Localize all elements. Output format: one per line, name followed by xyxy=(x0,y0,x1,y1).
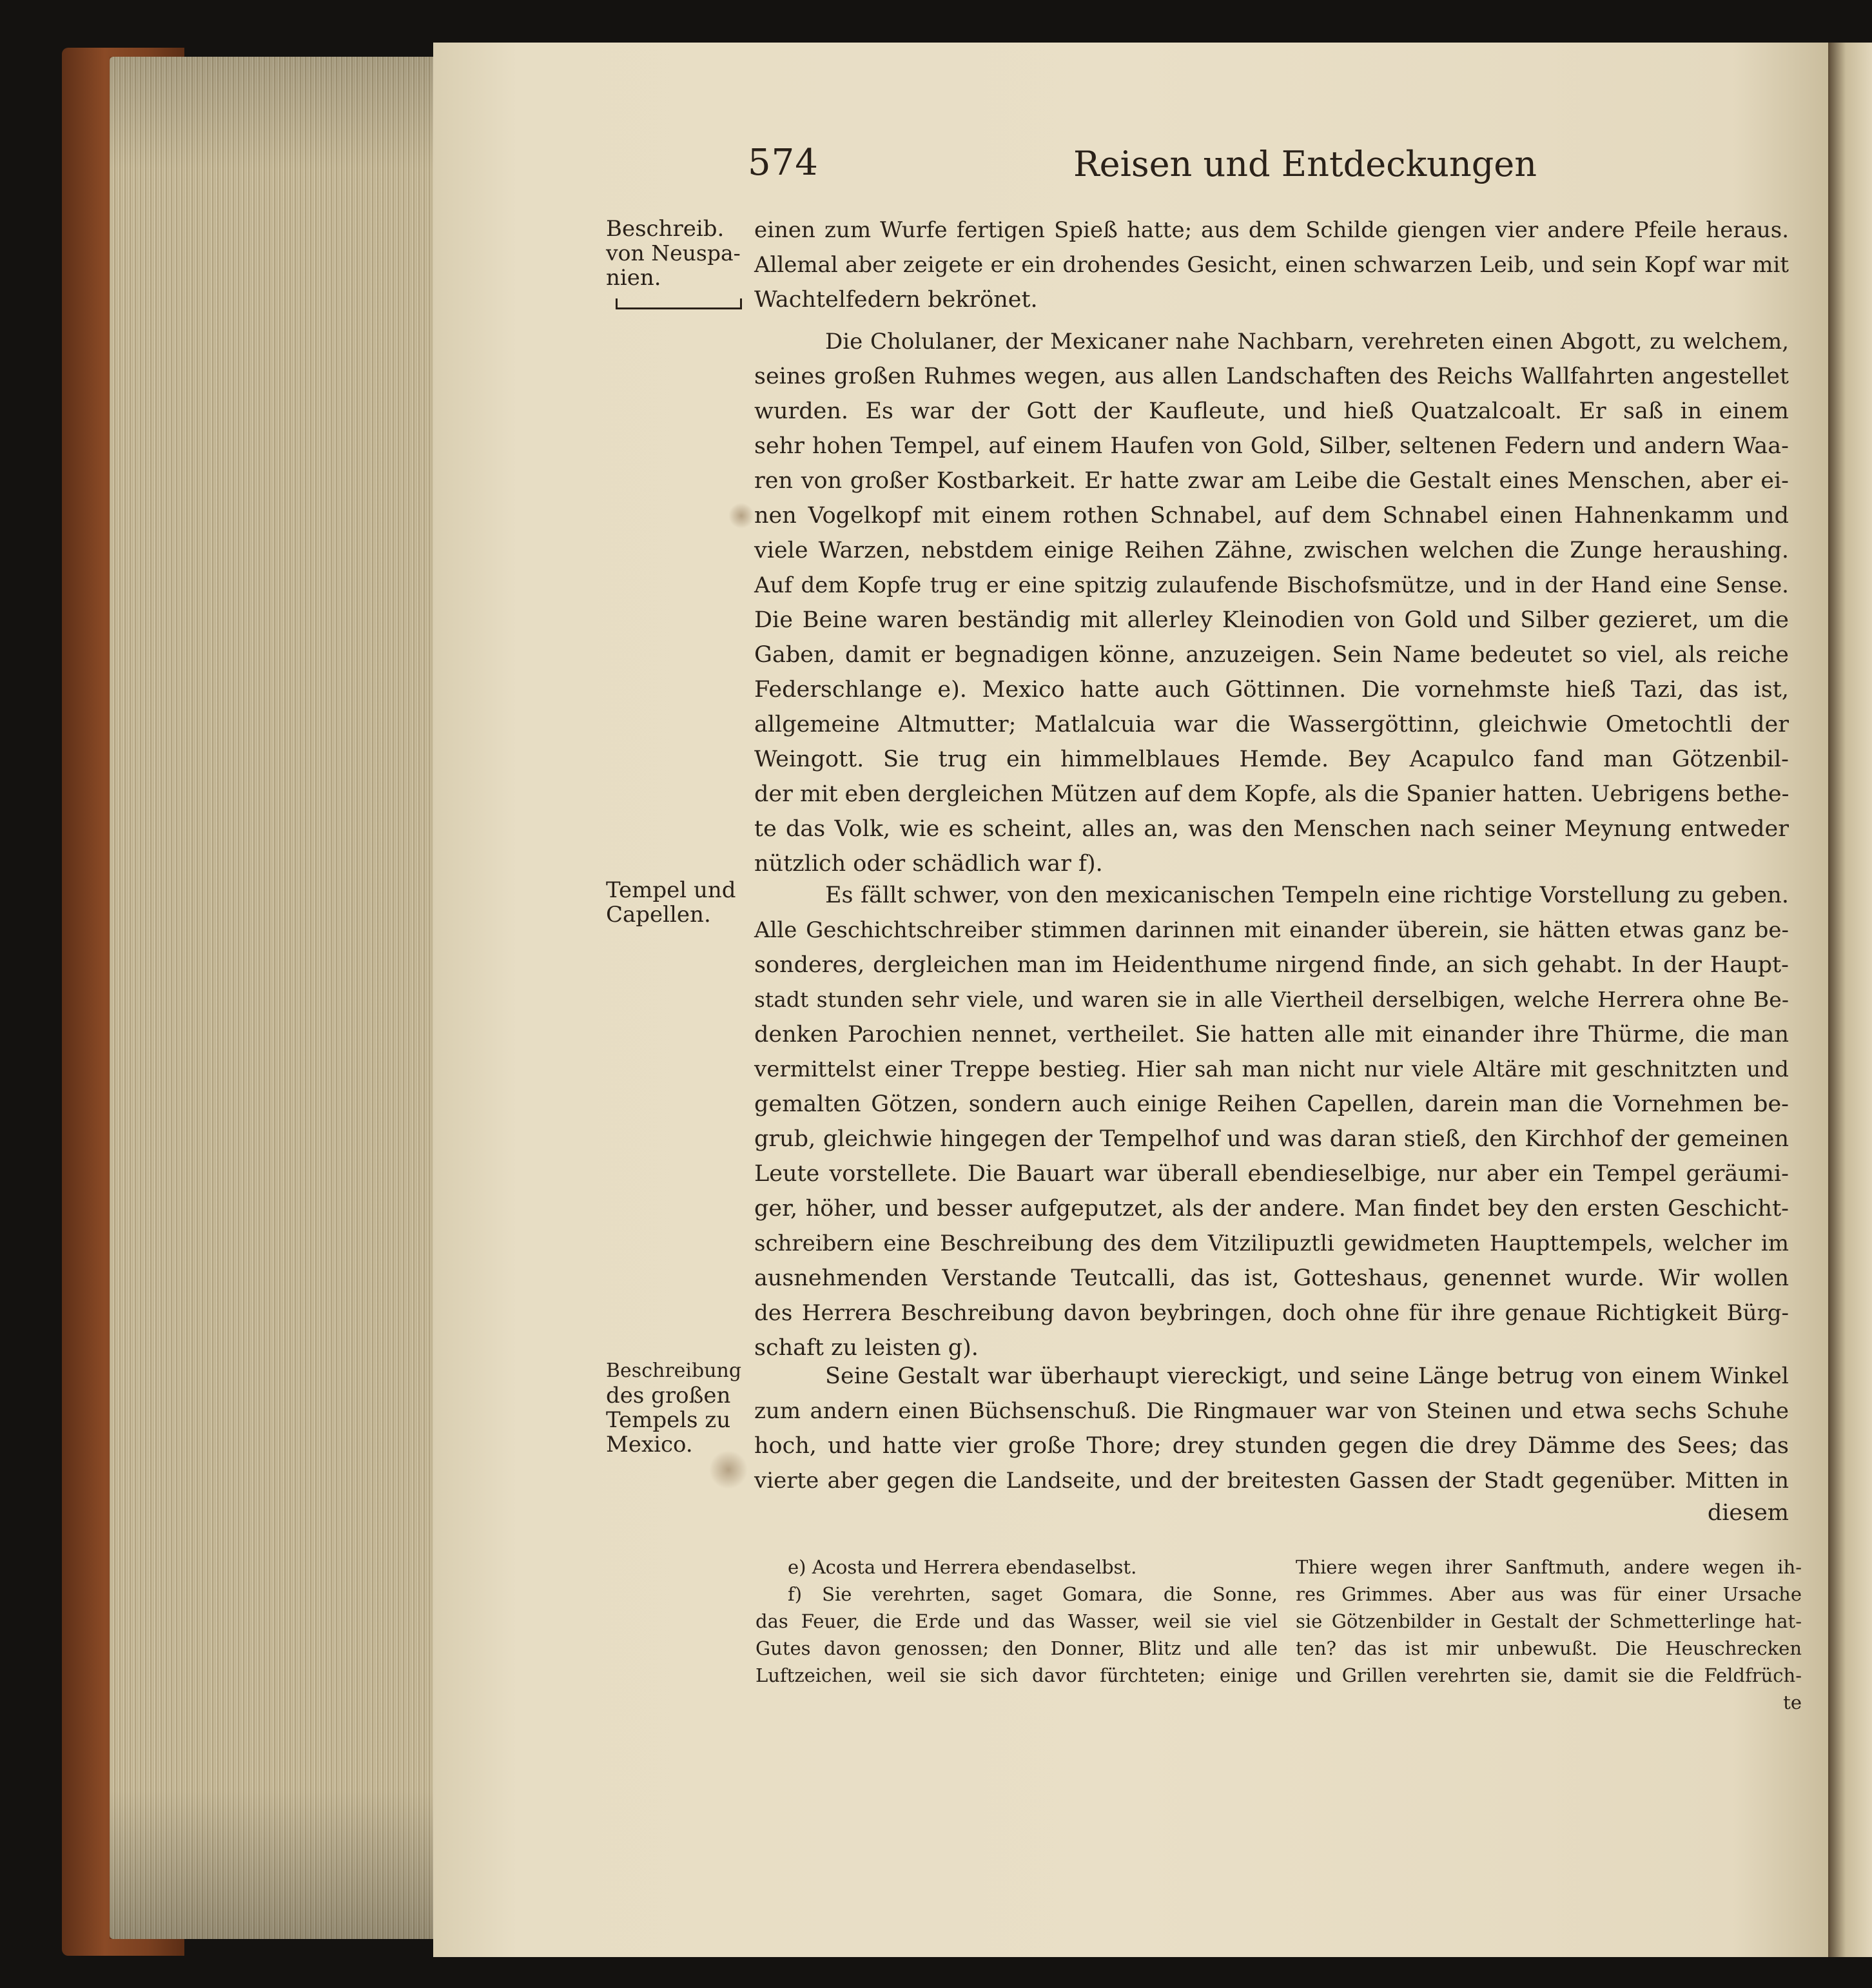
text-line: Gaben, damit er begnadigen könne, anzuzeigen. Sein Name bedeutet so viel, als reiche xyxy=(754,642,1789,668)
marginal-line: von Neuspa- xyxy=(606,240,741,266)
text-line: Auf dem Kopfe trug er eine spitzig zulaufende Bischofsmütze, und in der Hand eine Sense. xyxy=(754,572,1789,598)
text-line: schaft zu leisten g). xyxy=(754,1335,979,1361)
text-line: Es fällt schwer, von den mexicanischen Tempeln eine richtige Vorstellung zu geben. xyxy=(825,882,1789,908)
text-line: Federschlange e). Mexico hatte auch Göttinnen. Die vornehmste hieß Tazi, das ist, xyxy=(754,677,1789,703)
text-line: wurden. Es war der Gott der Kaufleute, und hieß Quatzalcoalt. Er saß in einem xyxy=(754,398,1789,424)
text-line: vierte aber gegen die Landseite, und der breitesten Gassen der Stadt gegenüber. Mitten in xyxy=(754,1468,1789,1494)
text-line: Die Beine waren beständig mit allerley Kleinodien von Gold und Silber gezieret, um die xyxy=(754,607,1789,633)
marginal-note xyxy=(606,878,741,927)
text-line: des Herrera Beschreibung davon beybringen, doch ohne für ihre genaue Richtigkeit Bürg- xyxy=(754,1300,1789,1326)
text-line: schreibern eine Beschreibung des dem Vitzilipuztli gewidmeten Haupttempels, welcher im xyxy=(754,1231,1789,1256)
text-line: der mit eben dergleichen Mützen auf dem Kopfe, als die Spanier hatten. Uebrigens bethe- xyxy=(754,781,1789,807)
footnote-catchword: te xyxy=(1783,1691,1802,1713)
text-line: Weingott. Sie trug ein himmelblaues Hemde. Bey Acapulco fand man Götzenbil- xyxy=(754,746,1789,772)
text-line: ger, höher, und besser aufgeputzet, als der andere. Man findet bey den ersten Geschicht- xyxy=(754,1196,1789,1222)
text-line: grub, gleichwie hingegen der Tempelhof und was daran stieß, den Kirchhof der gemeinen xyxy=(754,1126,1789,1152)
marginal-line: Beschreibung xyxy=(606,1359,742,1382)
marginal-line: nien. xyxy=(606,265,661,291)
text-line: Alle Geschichtschreiber stimmen darinnen mit einander überein, sie hätten etwas ganz be- xyxy=(754,917,1789,943)
text-line: stadt stunden sehr viele, und waren sie in alle Viertheil derselbigen, welche Herrera ohne Be- xyxy=(754,987,1789,1012)
text-line: nen Vogelkopf mit einem rothen Schnabel, auf dem Schnabel einen Hahnenkamm und xyxy=(754,503,1789,529)
marginal-note xyxy=(606,217,741,290)
text-line: Die Cholulaner, der Mexicaner nahe Nachbarn, verehreten einen Abgott, zu welchem, xyxy=(825,329,1789,355)
catchword: diesem xyxy=(1707,1500,1789,1526)
footnote-line: sie Götzenbilder in Gestalt der Schmetterlinge hat- xyxy=(1296,1610,1802,1632)
footnote-line: Luftzeichen, weil sie sich davor fürchteten; einige xyxy=(756,1664,1278,1686)
marginal-bracket xyxy=(616,298,742,309)
footnote-line: f) Sie verehrten, saget Gomara, die Sonne, xyxy=(788,1583,1278,1605)
text-line: einen zum Wurfe fertigen Spieß hatte; aus dem Schilde giengen vier andere Pfeile heraus. xyxy=(754,217,1789,243)
text-line: Allemal aber zeigete er ein drohendes Gesicht, einen schwarzen Leib, und sein Kopf war mit xyxy=(754,252,1789,278)
text-line: Wachtelfedern bekrönet. xyxy=(754,287,1038,313)
text-line: Seine Gestalt war überhaupt viereckigt, und seine Länge betrug von einem Winkel xyxy=(825,1363,1789,1389)
marginal-line: des großen xyxy=(606,1383,731,1408)
text-line: zum andern einen Büchsenschuß. Die Ringmauer war von Steinen und etwa sechs Schuhe xyxy=(754,1398,1789,1424)
text-line: hoch, und hatte vier große Thore; drey stunden gegen die drey Dämme des Sees; das xyxy=(754,1433,1789,1459)
marginal-line: Tempel und xyxy=(606,877,736,903)
running-head: Reisen und Entdeckungen xyxy=(1073,144,1537,184)
text-line: denken Parochien nennet, vertheilet. Sie hatten alle mit einander ihre Thürme, die man xyxy=(754,1022,1789,1048)
text-line: vermittelst einer Treppe bestieg. Hier sah man nicht nur viele Altäre mit geschnitzten und xyxy=(754,1057,1789,1082)
marginal-note xyxy=(606,1359,741,1457)
marginal-line: Tempels zu xyxy=(606,1407,731,1433)
footnote-line: e) Acosta und Herrera ebendaselbst. xyxy=(788,1556,1137,1578)
text-line: te das Volk, wie es scheint, alles an, was den Menschen nach seiner Meynung entweder xyxy=(754,816,1789,842)
footnote-line: ten? das ist mir unbewußt. Die Heuschrecken xyxy=(1296,1637,1802,1659)
text-line: Leute vorstellete. Die Bauart war überall ebendieselbige, nur aber ein Tempel geräumi- xyxy=(754,1161,1789,1187)
footnote-line: Thiere wegen ihrer Sanftmuth, andere wegen ih- xyxy=(1296,1556,1802,1578)
text-line: allgemeine Altmutter; Matlalcuia war die Wassergöttinn, gleichwie Ometochtli der xyxy=(754,712,1789,737)
text-line: sehr hohen Tempel, auf einem Haufen von Gold, Silber, seltenen Federn und andern Waa- xyxy=(754,433,1789,459)
text-line: sonderes, dergleichen man im Heidenthume nirgend finde, an sich gehabt. In der Haupt- xyxy=(754,952,1789,978)
footnote-line: res Grimmes. Aber aus was für einer Ursache xyxy=(1296,1583,1802,1605)
marginal-line: Beschreib. xyxy=(606,216,725,242)
text-line: ren von großer Kostbarkeit. Er hatte zwar am Leibe die Gestalt eines Menschen, aber ei- xyxy=(754,468,1789,494)
footnote-line: Gutes davon genossen; den Donner, Blitz und alle xyxy=(756,1637,1278,1659)
page-number: 574 xyxy=(748,142,819,184)
text-line: viele Warzen, nebstdem einige Reihen Zähne, zwischen welchen die Zunge heraushing. xyxy=(754,538,1789,563)
text-line: gemalten Götzen, sondern auch einige Reihen Capellen, darein man die Vornehmen be- xyxy=(754,1091,1789,1117)
footnote-line: und Grillen verehrten sie, damit sie die Feldfrüch- xyxy=(1296,1664,1802,1686)
text-line: seines großen Ruhmes wegen, aus allen Landschaften des Reichs Wallfahrten angestellet xyxy=(754,364,1789,389)
text-line: ausnehmenden Verstande Teutcalli, das ist, Gotteshaus, genennet wurde. Wir wollen xyxy=(754,1265,1789,1291)
marginal-line: Capellen. xyxy=(606,902,711,928)
text-line: nützlich oder schädlich war f). xyxy=(754,851,1103,877)
marginal-line: Mexico. xyxy=(606,1432,693,1457)
footnote-line: das Feuer, die Erde und das Wasser, weil sie viel xyxy=(756,1610,1278,1632)
